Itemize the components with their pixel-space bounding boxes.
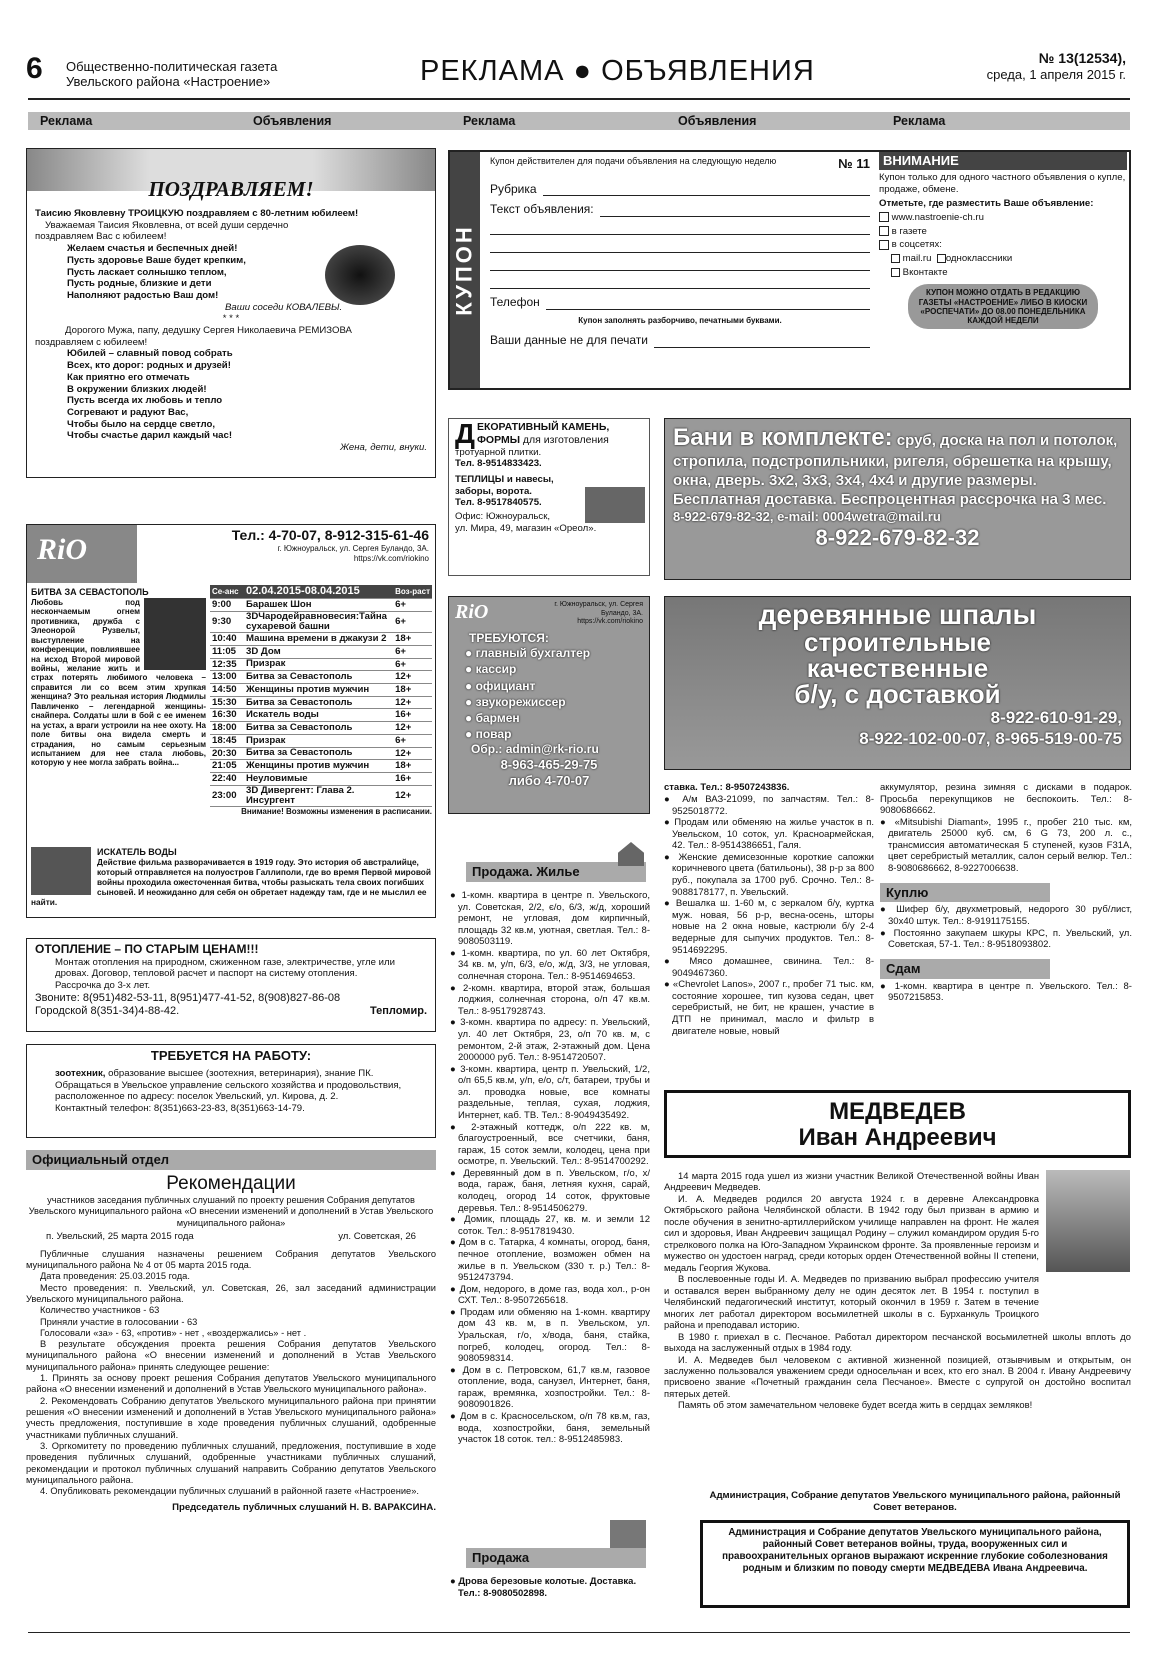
poem-line: Чтобы счастье дарил каждый час!	[67, 430, 233, 442]
misc-continuation: аккумулятор, резина зимняя с дисками в подарок. Просьба перекупщиков не беспокоить. Тел.: 8-9080686662.	[880, 782, 1132, 817]
official-paragraph: 3. Оргкомитету по проведению публичных слушаний, предложения, поступившие в ходе проведения публичных слушаний, одобренные участниками публичных слушаний, рекомендации и протокол публичных слушаний направить Собранию депутатов Увельского муниципального района.	[26, 1441, 436, 1486]
work-title: ТРЕБУЕТСЯ НА РАБОТУ:	[150, 1048, 312, 1063]
rio-address: г. Южноуральск, ул. Сергея Буландо, 3А.	[277, 544, 429, 554]
schedule-row	[210, 671, 432, 684]
stone-phone: Тел. 8-9514833423.	[455, 458, 542, 470]
session-time: 18:00	[210, 722, 244, 735]
realty-list	[450, 890, 650, 1498]
option-mail: mail.ru	[902, 253, 932, 265]
rio-logo-bg	[27, 525, 137, 583]
private-data-field[interactable]	[654, 333, 870, 348]
film-name: Битва за Севастополь	[244, 747, 393, 760]
realty-item: ● Дом в с. Петровском, 61,7 кв.м, газовое отопление, вода, санузел, Интернет, баня, гараж, времянка, хозпостройки. Тел.: 8-9080901826.	[450, 1365, 650, 1411]
divider-stars: * * *	[222, 313, 240, 325]
rio-url: https://vk.com/riokino	[353, 553, 429, 563]
rio-cinema-box	[26, 524, 436, 918]
poem2	[35, 348, 427, 442]
age-rating: 12+	[393, 785, 432, 806]
jobs-email: Обр.: admin@rk-rio.ru	[471, 742, 599, 757]
page-number: 6	[26, 52, 43, 85]
film-name: Битва за Севастополь	[244, 671, 393, 684]
realty-item: ● 2-этажный коттедж, о/п 222 кв. м, благоустроенный, все счетчики, баня, гараж, 15 соток земли, колодец, цена при осмотре, п. Увельский. Тел.: 8-9514700292.	[450, 1122, 650, 1168]
attention-text: Купон только для одного частного объявления о купле, продаже, обмене.	[879, 171, 1126, 195]
issue-date: среда, 1 апреля 2015 г.	[986, 67, 1126, 83]
buy-item: ● Постоянно закупаем шкуры КРС, п. Увельский, ул. Советская, 57-1. Тел.: 8-9518093802.	[880, 928, 1132, 951]
schedule-row	[210, 747, 432, 760]
ad-text-line[interactable]	[490, 235, 870, 253]
house-icon	[618, 842, 644, 866]
sale-list	[450, 1576, 650, 1599]
official-paragraph: Место проведения: п. Увельский, ул. Советская, 26, зал заседаний администрации Увельского муниципального района.	[26, 1282, 436, 1304]
film-name: Барашек Шон	[244, 599, 393, 612]
schedule-row	[210, 599, 432, 612]
rent-item: ● 1-комн. квартира в центре п. Увельского. Тел.: 8-9507215853.	[880, 981, 1132, 1004]
misc-list	[664, 794, 874, 1076]
bar-label: Реклама	[40, 114, 93, 128]
rent-header: Сдам	[880, 959, 1050, 979]
age-rating: 18+	[393, 633, 432, 646]
obituary-paragraph: В послевоенные годы И. А. Медведев по призванию выбрал профессию учителя и оставался верен выбранному делу не один десяток лет. В 1954 г. поступил в Челябинский педагогический институт, который окончил в 1959 г. Затем в течение многих лет работал директором восьмилетней школы в с. Бурханкуль Троицкого района и преподавал историю.	[664, 1273, 1039, 1331]
job-item: звукорежиссер	[475, 694, 566, 709]
age-rating: 6+	[393, 599, 432, 612]
congrats-title: ПОЗДРАВЛЯЕМ!	[148, 177, 314, 201]
schedule-dates: 02.04.2015-08.04.2015	[244, 585, 393, 599]
obituary-surname: МЕДВЕДЕВ	[829, 1098, 966, 1125]
obituary-paragraph: Память об этом замечательном человеке будет всегда жить в сердцах земляков!	[678, 1399, 1033, 1411]
realty-item: ● Дом, недорого, в доме газ, вода хол., р-он СХТ. Тел.: 8-9507265618.	[450, 1284, 650, 1307]
congrats-line: поздравляем Вас с юбилеем!	[35, 231, 167, 243]
schedule-row	[210, 633, 432, 646]
congrats-signature: Жена, дети, внуки.	[340, 442, 427, 454]
jobs-header: ТРЕБУЮТСЯ:	[469, 630, 549, 645]
session-time: 12:35	[210, 658, 244, 671]
shpaly-ad	[664, 596, 1131, 770]
schedule-row	[210, 772, 432, 785]
age-rating: 12+	[393, 722, 432, 735]
shpaly-line: строительные	[803, 627, 991, 657]
rio-logo: RiO	[37, 533, 88, 566]
age-rating: 18+	[393, 684, 432, 697]
realty-item: ● 3-комн. квартира, центр п. Увельский, 1/2, о/п 65,5 кв.м, у/п, е/о, с/т, батареи, трубы и эл. проводка новые, все комнаты раздельные, теплая, сухая, лоджия, Интернет, каб. ТВ. Тел.: 8-9049435492.	[450, 1064, 650, 1122]
schedule-table	[210, 585, 432, 807]
official-header: Официальный отдел	[26, 1150, 436, 1170]
checkbox-site[interactable]	[879, 212, 889, 222]
session-time: 9:00	[210, 599, 244, 612]
obituary-signature: Администрация, Собрание депутатов Увельского муниципального района, районный Совет ветеранов.	[709, 1490, 1121, 1513]
office-address: Офис: Южноуральск,	[455, 511, 551, 523]
poem-line: Наполняют радостью Ваш дом!	[67, 289, 219, 301]
session-time: 10:40	[210, 633, 244, 646]
age-rating: 6+	[393, 658, 432, 671]
misc-item: ● Вешалка ш. 1-60 м, с зеркалом б/у, куртка муж. новая, 56 р-р, весна-осень, шторы новые на 2 окна новые, кастрюли б/у 2-4 ведерные для сыпучих продуктов. Тел.: 8-9514692295.	[664, 898, 874, 956]
job-item: повар	[475, 727, 512, 742]
schedule-row	[210, 684, 432, 697]
job-requirements: образование высшее (зоотехния, ветеринария), знание ПК.	[105, 1067, 374, 1079]
bani-contacts: 8-922-679-82-32, e-mail: 0004wetra@mail.ru	[673, 509, 941, 525]
obituary-paragraph: И. А. Медведев родился 20 августа 1924 г. в деревне Александровка Октябрьского района Челябинской области. В 1942 году был призван в армию и после обучения в зенитно-артиллерийском училище направлен на фронт. Не жалея сил и здоровья, Иван Андреевич защищал Родину – служил командиром орудия 5-го стрелкового полка на Юго-Западном Украинском фронте. За проявленные героизм и мужество он удостоен наград, среди которых орден Отечественной войны II степени, медаль Георгия Жукова.	[664, 1192, 1039, 1273]
realty-item: ● Домик, площадь 27, кв. м. и земли 12 соток. Тел.: 8-9517819430.	[450, 1214, 650, 1237]
schedule-row	[210, 709, 432, 722]
checkbox-paper[interactable]	[879, 226, 889, 236]
film-title: БИТВА ЗА СЕВАСТОПОЛЬ	[31, 587, 149, 597]
age-rating: 6+	[393, 645, 432, 658]
official-section	[26, 1172, 436, 1624]
ad-text-label: Текст объявления:	[490, 202, 594, 217]
official-title: Рекомендации	[166, 1173, 296, 1194]
film-description: Любовь под нескончаемым огнем противника, дружба с Элеонорой Рузвельт, выступление на конференции, повлиявшее на исход Второй мировой войны, желание жить и страх потерять любимого человека – справится ли со всем этим хрупкая женщина? Это реальная история Людмилы Павличенко – легендарной женщины-снайпера. Солдаты шли в бой с ее именем на устах, а враги устроили на нее охоту. На поле битвы она видела смерть и страдания, но самым серьезным испытанием для нее стала любовь, которую у нее могла забрать война...	[31, 597, 206, 768]
official-signature: Председатель публичных слушаний Н. В. ВАРАКСИНА.	[172, 1501, 436, 1513]
stone-title: ЕКОРАТИВНЫЙ КАМЕНЬ,	[476, 421, 610, 433]
bar-label: Объявления	[253, 114, 332, 128]
stone-forms: ФОРМЫ	[476, 433, 520, 446]
realty-item: ● 1-комн. квартира в центре п. Увельского, ул. Советская, 2/2, є/о, 6/3, ж/д, хороший ремонт, не угловая, дом кирпичный, площадь 32 кв.м, уютная, светлая. Тел.: 8-9080503119.	[450, 890, 650, 948]
header-rule	[28, 98, 1130, 100]
poem-line: В окружении близких людей!	[67, 383, 207, 395]
session-time: 14:50	[210, 684, 244, 697]
rio-jobs-ad	[448, 596, 650, 814]
schedule-row	[210, 734, 432, 747]
checkbox-social[interactable]	[879, 240, 889, 250]
schedule-note: Внимание! Возможны изменения в расписании.	[241, 806, 432, 816]
congrats-line: поздравляем с юбилеем!	[35, 336, 148, 348]
job-item: главный бухгалтер	[475, 646, 591, 661]
stove-icon	[610, 1520, 646, 1548]
shpaly-title: деревянные шпалы	[758, 599, 1037, 630]
greenhouse-image	[585, 487, 645, 523]
jobs-phone-alt: либо 4-70-07	[508, 772, 590, 788]
poem-line: Чтобы было на сердце светло,	[67, 418, 216, 430]
poem-line: Пусть ласкает солнышко теплом,	[67, 266, 227, 278]
misc-item: ● Мясо домашнее, свинина. Тел.: 8-9049467360.	[664, 956, 874, 979]
sale-header: Продажа	[466, 1548, 646, 1568]
rubric-field[interactable]	[543, 182, 870, 197]
shpaly-line: б/у, с доставкой	[794, 679, 1001, 709]
stone-ad	[448, 418, 650, 576]
age-rating: 18+	[393, 760, 432, 773]
film-name: Битва за Севастополь	[244, 696, 393, 709]
official-paragraph: Публичные слушания назначены решением Собрания депутатов Увельского муниципального района № 4 от 05 марта 2015 года.	[26, 1248, 436, 1270]
poem-line: Пусть всегда их любовь и тепло	[67, 395, 223, 407]
official-paragraph: Голосовали «за» - 63, «против» - нет , «воздержались» - нет .	[40, 1327, 307, 1338]
option-paper: в газете	[891, 225, 927, 237]
realty-item: ● Дом в с. Краснoсельском, о/п 78 кв.м, газ, вода, хозпостройки, баня, земельный участок 18 соток. тел.: 8-9512485983.	[450, 1411, 650, 1446]
checkbox-mail[interactable]	[891, 254, 900, 263]
realty-item: ● Дом в с. Татарка, 4 комнаты, огород, баня, печное отопление, возможен обмен на жилье в п. Увельском (330 т. р.) Тел.: 8-9512473794.	[450, 1237, 650, 1283]
paper-title-line1: Общественно-политическая газета	[66, 59, 278, 74]
coupon-validity: Купон действителен для подачи объявления на следующую неделю	[490, 156, 777, 166]
option-site: www.nastroenie-ch.ru	[891, 211, 984, 223]
session-time: 16:30	[210, 709, 244, 722]
poem-line: Пусть родные, близкие и дети	[67, 278, 212, 290]
schedule-row	[210, 612, 432, 633]
film-name: Машина времени в джакузи 2	[244, 633, 393, 646]
schedule-row	[210, 760, 432, 773]
film-name: Призрак	[244, 658, 393, 671]
official-address: ул. Советская, 26	[338, 1230, 416, 1242]
rose-image	[325, 245, 395, 305]
poem-line: Пусть здоровье Ваше будет крепким,	[67, 254, 246, 266]
stone-text: тротуарной плитки.	[455, 446, 542, 458]
poem-line: Всех, кто дорог: родных и друзей!	[67, 360, 231, 372]
congrats-box	[26, 148, 436, 478]
section-bar	[28, 112, 1130, 130]
heating-city-phone: Городской 8(351-34)4-88-42.	[35, 1005, 180, 1018]
rio-logo: RiO	[455, 601, 489, 623]
coupon-box	[448, 150, 1131, 390]
schedule-row	[210, 722, 432, 735]
realty-item: ● 2-комн. квартира, второй этаж, большая лоджия, солнечная сторона, о/п 47 кв.м. Тел.: 8-9517928743.	[450, 983, 650, 1018]
job-name: зоотехник,	[55, 1067, 106, 1079]
film-name: Женщины против мужчин	[244, 684, 393, 697]
film-name: Призрак	[244, 734, 393, 747]
work-contacts: Контактный телефон: 8(351)663-23-83, 8(351)663-14-79.	[55, 1102, 305, 1114]
age-rating: 12+	[393, 747, 432, 760]
film-name: Неуловимые	[244, 772, 393, 785]
schedule-row	[210, 645, 432, 658]
ad-text-line[interactable]	[490, 271, 870, 289]
obituary-paragraph: И. А. Медведев был человеком с активной жизненной позицией, отзывчивым и открытым, он заслуженно пользовался уважением среди односельчан и всех, кто его знал. В 2004 г. Ивану Андреевичу присвоено звание «Почетный гражданин села Песчаное». Вместе с супругой он достойно воспитал пятерых детей.	[664, 1353, 1131, 1399]
rio-phone: Тел.: 4-70-07, 8-912-315-61-46	[231, 527, 429, 543]
heating-box	[26, 938, 436, 1032]
buy-item: ● Шифер б/у, двухметровый, недорого 30 руб/лист, 30х40 штук. Тел.: 8-9191175155.	[880, 904, 1132, 927]
congrats-line: Таисию Яковлевну ТРОИЦКУЮ поздравляем с 80-летним юбилеем!	[35, 208, 359, 219]
shpaly-line: качественные	[806, 653, 989, 683]
official-paragraph: Количество участников - 63	[40, 1305, 160, 1316]
ad-text-line[interactable]	[490, 217, 870, 235]
schedule-row	[210, 658, 432, 671]
job-item: официант	[475, 678, 536, 693]
attention-header: ВНИМАНИЕ	[879, 152, 1127, 170]
session-time: 11:05	[210, 645, 244, 658]
film-poster	[31, 847, 91, 895]
jobs-list: ● главный бухгалтер ● кассир ● официант ● звукорежиссер ● бармен ● повар	[465, 646, 591, 742]
work-box	[26, 1044, 436, 1138]
misc-item: ● «Chevrolet Lanos», 2007 г., пробег 71 тыс. км, состояние хорошее, тип кузова седан, цвет серебристый, не бит, не крашен, участие в ДТП не принимал, масло и фильтр в двигателе новые, новый	[664, 979, 874, 1037]
phone-field[interactable]	[546, 295, 870, 310]
work-text: Обращаться в Увельское управление сельского хозяйства и продовольствия, расположенное по адресу: поселок Увельский, ул. Кирова, д. 2.	[55, 1079, 402, 1103]
greenhouse-phone: Тел. 8-9517840575.	[455, 497, 542, 509]
film-title: ИСКАТЕЛЬ ВОДЫ	[97, 847, 177, 857]
official-paragraph: В результате обсуждения проекта решения Собрания депутатов Увельского муниципального района «О внесении изменений и дополнений в Устав Увельского муниципального района» принять следующее решение:	[26, 1339, 436, 1372]
condolence-box: Администрация и Собрание депутатов Увельского муниципального района, районный Совет ветеранов войны, труда, вооруженных сил и правоохранительных органов выражают искренние глубокие соболезнования родным и близким по поводу смерти МЕДВЕДЕВА Ивана Андреевича.	[700, 1520, 1130, 1608]
session-time: 21:05	[210, 760, 244, 773]
session-time: 13:00	[210, 671, 244, 684]
official-paragraph: 2. Рекомендовать Собранию депутатов Увельского муниципального района при принятии решения «О внесении изменений и дополнений в Устав Увельского муниципального района» учесть предложения, поступившие в ходе проведения публичных слушаний, одобренные участниками публичных слушаний.	[26, 1395, 436, 1440]
bar-label: Объявления	[678, 114, 757, 128]
rubric-label: Рубрика	[490, 181, 537, 196]
heating-title: ОТОПЛЕНИЕ – ПО СТАРЫМ ЦЕНАМ!!!	[35, 942, 259, 956]
jobs-phone: 8-963-465-29-75	[500, 756, 598, 772]
heating-phones: Звоните: 8(951)482-53-11, 8(951)477-41-52, 8(908)827-86-08	[35, 991, 341, 1004]
col-session: Се-анс	[210, 585, 244, 599]
obituary-name: Иван Андреевич	[798, 1124, 997, 1152]
issue-number: № 13(12534),	[1038, 50, 1126, 66]
official-paragraph: 1. Принять за основу проект решения Собрания депутатов Увельского муниципального района «О внесении изменений и дополнений в Устав Увельского муниципального района».	[26, 1373, 436, 1395]
age-rating: 16+	[393, 709, 432, 722]
film-description: Действие фильма разворачивается в 1919 году. Это история об австралийце, который отправляется на полуостров Галлиполи, где во время Первой мировой войны проходила ожесточенная битва, чтобы разыскать тела своих погибших сыновей. И неожиданно для себя он обретает надежду там, где и не мыслил ее найти.	[31, 856, 431, 907]
section-title: РЕКЛАМА ● ОБЪЯВЛЕНИЯ	[420, 55, 815, 87]
greenhouse-text: ТЕПЛИЦЫ и навесы, заборы, ворота.	[455, 474, 554, 497]
bani-ad	[664, 418, 1131, 580]
misc-item: ● «Mitsubishi Diamant», 1995 г., пробег 210 тыс. км, двигатель 25000 куб. см, 6 G 73, 200 л. с., трансмиссия автоматическая 5 ступеней, кузов F31A, цвет серебристый металлик, салон серый велюр. Тел.: 8-9080686662, 8-9227006638.	[880, 817, 1132, 875]
paper-title-line2: Увельского района «Настроение»	[66, 73, 271, 89]
shpaly-phones: 8-922-102-00-07, 8-965-519-00-75	[859, 729, 1122, 749]
age-rating: 12+	[393, 671, 432, 684]
schedule-row	[210, 696, 432, 709]
coupon-side-label: КУПОН	[451, 224, 477, 316]
checkbox-ok[interactable]	[937, 254, 946, 263]
checkbox-vk[interactable]	[891, 268, 900, 277]
film-name: 3DЧародейравновесия:Тайна сухаревой башни	[244, 612, 393, 633]
coupon-stamp: КУПОН МОЖНО ОТДАТЬ В РЕДАКЦИЮ ГАЗЕТЫ «НАСТРОЕНИЕ» ЛИБО В КИОСКИ «РОСПЕЧАТИ» ДО 08.00 ПОНЕДЕЛЬНИКА КАЖДОЙ НЕДЕЛИ	[908, 284, 1098, 329]
coupon-fill-note: Купон заполнять разборчиво, печатными буквами.	[578, 315, 782, 325]
bar-label: Реклама	[463, 114, 516, 128]
film-name: Женщины против мужчин	[244, 760, 393, 773]
phone-label: Телефон	[490, 295, 540, 310]
congrats-line: Уважаемая Таисия Яковлевна, от всей души сердечно	[45, 219, 289, 231]
office-address: ул. Мира, 49, магазин «Ореол».	[455, 522, 597, 534]
paper-title	[66, 60, 277, 90]
private-data-label: Ваши данные не для печати	[490, 333, 649, 348]
official-subtitle: участников заседания публичных слушаний по проекту решения Собрания депутатов Увельского муниципального района «О внесении изменений и дополнений в Устав Увельского муниципального района»	[28, 1195, 434, 1228]
obituary-body	[664, 1170, 1131, 1510]
option-ok: одноклассники	[945, 253, 1013, 265]
official-body	[26, 1249, 436, 1498]
session-time: 18:45	[210, 734, 244, 747]
misc-item: ● А/м ВАЗ-21099, по запчастям. Тел.: 8-9525018772.	[664, 794, 874, 817]
age-rating: 6+	[393, 612, 432, 633]
bani-body: сруб, доска на пол и потолок, стропила, подстропильники, ригеля, обрешетка на крышу, окна, дверь. 3х2, 3х3, 3х4, 4х4 и другие размеры. Бесплатная доставка. Беспроцентная рассрочка на 3 мес.	[673, 432, 1118, 508]
official-paragraph: Приняли участие в голосовании - 63	[40, 1316, 198, 1327]
poem-line: Юбилей – славный повод собрать	[67, 348, 233, 360]
film-name: 3D Дивергент: Глава 2. Инсургент	[244, 785, 393, 806]
official-paragraph: Дата проведения: 25.03.2015 года.	[40, 1271, 190, 1282]
heating-text: Монтаж отопления на природном, сжиженном газе, электричестве, угле или дровах. Договор, тепловой расчет и паспорт на систему отопления.	[55, 956, 395, 980]
footer-rule	[28, 1632, 1130, 1633]
obituary-title-box	[664, 1090, 1131, 1158]
coupon-number: № 11	[838, 156, 870, 171]
realty-header: Продажа. Жилье	[466, 862, 646, 882]
session-time: 22:40	[210, 772, 244, 785]
rio-address: г. Южноуральск, ул. Сергея Буландо, 3А. https://vk.com/riokino	[554, 601, 643, 626]
bar-label: Реклама	[893, 114, 946, 128]
film-name: Искатель воды	[244, 709, 393, 722]
obituary-paragraph: В 1980 г. приехал в с. Песчаное. Работал директором песчанской восьмилетней школы вплоть до выхода на заслуженный отдых в 1984 году.	[664, 1330, 1131, 1354]
heating-signature: Тепломир.	[369, 1004, 427, 1017]
congrats-signature: Ваши соседи КОВАЛЕВЫ.	[225, 301, 343, 313]
ad-text-line[interactable]	[490, 253, 870, 271]
option-social: в соцсетях:	[891, 239, 942, 251]
film-name: Битва за Севастополь	[244, 722, 393, 735]
col-age: Воз-раст	[393, 585, 432, 599]
ad-text-field[interactable]	[600, 202, 870, 217]
realty-item: ● 1-комн. квартира, по ул. 60 лет Октября, 34 кв. м, у/п, 6/3, е/о, ж/д, 3/3, не угловая, солнечная сторона. Тел.: 8-9514694653.	[450, 948, 650, 983]
congrats-line: Дорогого Мужа, папу, дедушку Сергея Николаевича РЕМИЗОВА	[65, 325, 352, 337]
session-time: 23:00	[210, 785, 244, 806]
sale-item: ● Дрова березовые колотые. Доставка. Тел.: 8-9080502898.	[450, 1576, 650, 1599]
misc-item: ● Женские демисезонные короткие сапожки коричневого цвета (батильоны), 38 р-р за 800 руб., покупала за 1700 руб. Срочно. Тел.: 8-9088178177, п. Увельский.	[664, 852, 874, 898]
misc-cont: ставка. Тел.: 8-9507243836.	[664, 782, 790, 793]
coupon-side	[450, 152, 480, 388]
age-rating: 16+	[393, 772, 432, 785]
stone-forms-text: для изготовления	[519, 433, 609, 446]
poem-line: Как приятно его отмечать	[67, 371, 190, 383]
obituary-paragraph: 14 марта 2015 года ушел из жизни участник Великой Отечественной войны Иван Андреевич Медведев.	[664, 1170, 1039, 1193]
bani-title: Бани в комплекте:	[673, 424, 893, 451]
heating-text: Рассрочка до 3-х лет.	[55, 980, 151, 992]
poem-line: Желаем счастья и беспечных дней!	[67, 243, 238, 255]
session-time: 9:30	[210, 612, 244, 633]
issue-info	[987, 50, 1126, 83]
official-paragraph: 4. Опубликовать рекомендации публичных слушаний в районной газете «Настроение».	[40, 1486, 419, 1497]
age-rating: 6+	[393, 734, 432, 747]
session-time: 15:30	[210, 696, 244, 709]
buy-header: Куплю	[880, 883, 1050, 903]
official-place: п. Увельский, 25 марта 2015 года	[46, 1230, 194, 1242]
poem-line: Согревают и радуют Вас,	[67, 406, 189, 418]
misc-item: ● Продам или обменяю на жилье участок в п. Увельском, 10 соток, ул. Красноармейская, 42. Тел.: 8-9514386651, Галя.	[664, 817, 874, 852]
job-item: кассир	[475, 662, 517, 677]
attention-where: Отметьте, где разместить Ваше объявление:	[879, 198, 1094, 210]
session-time: 20:30	[210, 747, 244, 760]
realty-item: ● Деревянный дом в п. Увельском, г/о, х/вода, гараж, баня, летняя кухня, сарай, колодец, огород 14 соток, фруктовые деревья. Тел.: 8-9514506279.	[450, 1168, 650, 1214]
realty-item: ● Продам или обменяю на 1-комн. квартиру дом 43 кв. м, в п. Увельском, ул. Уральская, г/о, х/вода, баня, стайка, погреб, колодец, огород. Тел.: 8-9080598314.	[450, 1307, 650, 1365]
job-item: бармен	[475, 710, 520, 725]
film-name: 3D Дом	[244, 645, 393, 658]
schedule-row	[210, 785, 432, 806]
dropcap-d: Д	[455, 418, 475, 449]
realty-item: ● 3-комн. квартира по адресу: п. Увельский, ул. 40 лет Октября, 23, о/п 70 кв. м, с ремонтом, 2-й этаж, 2-этажный дом. Цена 2000000 руб. Тел.: 8-9514720507.	[450, 1017, 650, 1063]
misc-col2	[880, 782, 1132, 1004]
shpaly-phone: 8-922-610-91-29,	[990, 708, 1122, 728]
age-rating: 12+	[393, 696, 432, 709]
film-poster	[144, 598, 206, 670]
bani-phone: 8-922-679-82-32	[815, 525, 980, 551]
option-vk: Вконтакте	[902, 266, 948, 278]
